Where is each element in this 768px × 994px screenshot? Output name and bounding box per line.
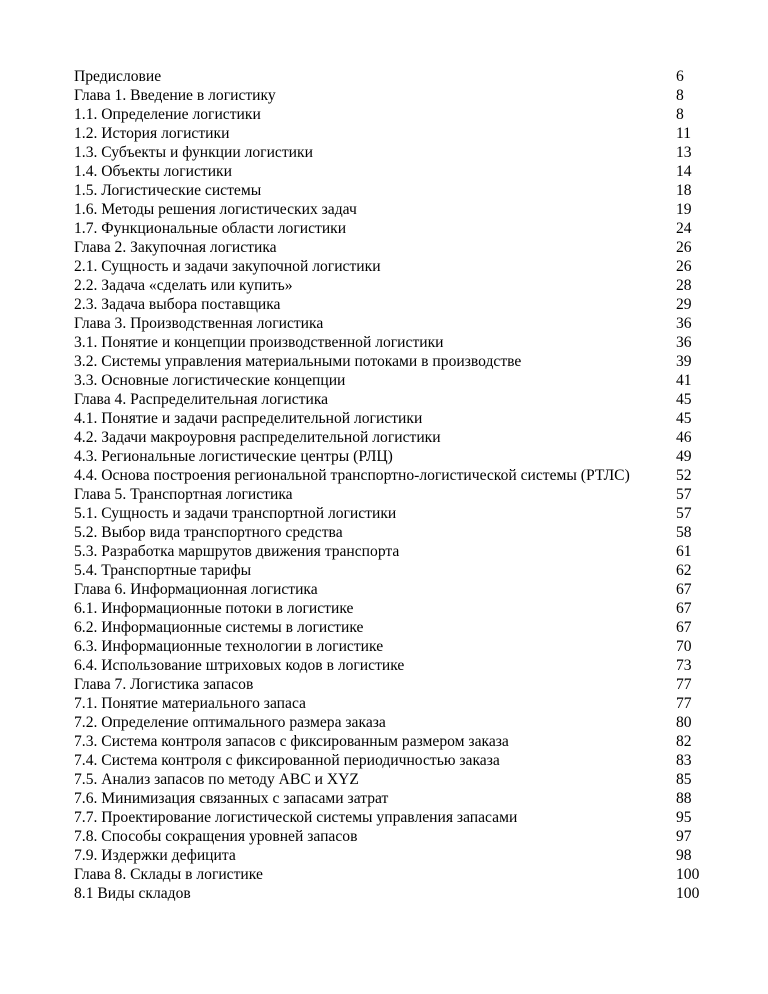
toc-entry-title: 7.1. Понятие материального запаса: [74, 695, 306, 712]
toc-entry-page-number: 46: [676, 429, 692, 446]
toc-entry-page-number: 61: [676, 543, 692, 560]
toc-entry: [74, 485, 709, 504]
toc-entry-page-number: 67: [676, 600, 692, 617]
toc-entry: [74, 789, 709, 808]
toc-entry-title: 6.1. Информационные потоки в логистике: [74, 600, 354, 617]
toc-entry-page-number: 8: [676, 106, 684, 123]
toc-entry-page-number: 29: [676, 296, 692, 313]
toc-entry: [74, 865, 709, 884]
toc-entry: [74, 504, 709, 523]
toc-entry-page-number: 98: [676, 847, 692, 864]
toc-entry-title: 2.1. Сущность и задачи закупочной логистики: [74, 258, 381, 275]
toc-entry-title: 7.8. Способы сокращения уровней запасов: [74, 828, 358, 845]
toc-entry-title: 3.2. Системы управления материальными потоками в производстве: [74, 353, 522, 370]
toc-entry-title: 7.6. Минимизация связанных с запасами затрат: [74, 790, 389, 807]
toc-entry-title: 1.6. Методы решения логистических задач: [74, 201, 357, 218]
toc-entry-title: 4.4. Основа построения региональной транспортно-логистической системы (РТЛС): [74, 467, 630, 484]
toc-entry: [74, 808, 709, 827]
toc-entry-title: 2.3. Задача выбора поставщика: [74, 296, 281, 313]
toc-entry-page-number: 97: [676, 828, 692, 845]
toc-entry: [74, 770, 709, 789]
toc-entry-title: 7.3. Система контроля запасов с фиксированным размером заказа: [74, 733, 509, 750]
toc-entry-page-number: 67: [676, 619, 692, 636]
toc-entry: [74, 295, 709, 314]
toc-entry-title: 7.4. Система контроля с фиксированной периодичностью заказа: [74, 752, 500, 769]
toc-entry-title: Глава 2. Закупочная логистика: [74, 239, 277, 256]
toc-entry-page-number: 41: [676, 372, 692, 389]
toc-entry: [74, 732, 709, 751]
toc-entry-page-number: 39: [676, 353, 692, 370]
toc-entry-page-number: 57: [676, 486, 692, 503]
toc-entry-page-number: 80: [676, 714, 692, 731]
toc-entry-page-number: 77: [676, 676, 692, 693]
toc-entry-page-number: 67: [676, 581, 692, 598]
toc-entry: [74, 466, 709, 485]
toc-entry: [74, 580, 709, 599]
toc-entry-page-number: 73: [676, 657, 692, 674]
toc-entry-title: 1.4. Объекты логистики: [74, 163, 232, 180]
toc-entry: [74, 333, 709, 352]
toc-entry-title: Глава 4. Распределительная логистика: [74, 391, 329, 408]
toc-entry-title: Глава 7. Логистика запасов: [74, 676, 254, 693]
toc-entry-page-number: 49: [676, 448, 692, 465]
toc-entry: [74, 599, 709, 618]
toc-entry: [74, 238, 709, 257]
toc-entry: [74, 637, 709, 656]
toc-entry-title: Предисловие: [74, 68, 162, 85]
toc-entry-title: 2.2. Задача «сделать или купить»: [74, 277, 293, 294]
toc-entry: [74, 352, 709, 371]
toc-entry-page-number: 11: [676, 125, 692, 142]
toc-entry-title: 6.2. Информационные системы в логистике: [74, 619, 364, 636]
toc-entry: [74, 447, 709, 466]
document-page: [74, 67, 709, 903]
toc-entry-page-number: 57: [676, 505, 692, 522]
toc-entry-page-number: 100: [676, 866, 700, 883]
toc-entry-page-number: 88: [676, 790, 692, 807]
toc-entry-page-number: 100: [676, 885, 700, 902]
toc-entry: [74, 105, 709, 124]
toc-entry-page-number: 26: [676, 258, 692, 275]
toc-entry-page-number: 82: [676, 733, 692, 750]
toc-entry: [74, 428, 709, 447]
toc-entry: [74, 656, 709, 675]
toc-entry-title: Глава 8. Склады в логистике: [74, 866, 263, 883]
toc-entry-page-number: 45: [676, 391, 692, 408]
toc-entry: [74, 542, 709, 561]
toc-entry-title: 4.1. Понятие и задачи распределительной логистики: [74, 410, 423, 427]
toc-entry-title: 1.1. Определение логистики: [74, 106, 261, 123]
toc-entry: [74, 561, 709, 580]
toc-entry-page-number: 36: [676, 334, 692, 351]
toc-entry: [74, 200, 709, 219]
toc-entry-page-number: 18: [676, 182, 692, 199]
toc-entry: [74, 276, 709, 295]
toc-entry-title: 5.3. Разработка маршрутов движения транспорта: [74, 543, 400, 560]
toc-entry-title: Глава 5. Транспортная логистика: [74, 486, 293, 503]
toc-entry-title: 5.1. Сущность и задачи транспортной логистики: [74, 505, 397, 522]
toc-entry-page-number: 85: [676, 771, 692, 788]
toc-entry-page-number: 58: [676, 524, 692, 541]
toc-entry: [74, 846, 709, 865]
toc-entry: [74, 143, 709, 162]
toc-entry: [74, 713, 709, 732]
toc-entry: [74, 314, 709, 333]
toc-entry-page-number: 95: [676, 809, 692, 826]
toc-entry-page-number: 14: [676, 163, 692, 180]
toc-entry-page-number: 6: [676, 68, 684, 85]
toc-entry: [74, 124, 709, 143]
toc-entry-title: 7.2. Определение оптимального размера заказа: [74, 714, 386, 731]
toc-entry-page-number: 28: [676, 277, 692, 294]
toc-entry-title: 6.3. Информационные технологии в логистике: [74, 638, 384, 655]
toc-entry: [74, 257, 709, 276]
toc-entry-title: 7.5. Анализ запасов по методу ABC и XYZ: [74, 771, 359, 788]
toc-entry: [74, 618, 709, 637]
toc-entry: [74, 675, 709, 694]
toc-entry-page-number: 45: [676, 410, 692, 427]
toc-entry: [74, 694, 709, 713]
toc-entry: [74, 409, 709, 428]
toc-entry: [74, 86, 709, 105]
toc-entry: [74, 751, 709, 770]
toc-entry-page-number: 52: [676, 467, 692, 484]
toc-entry: [74, 181, 709, 200]
toc-entry-page-number: 83: [676, 752, 692, 769]
toc-entry-page-number: 26: [676, 239, 692, 256]
toc-entry: [74, 884, 709, 903]
toc-entry: [74, 390, 709, 409]
toc-entry: [74, 523, 709, 542]
toc-entry: [74, 371, 709, 390]
toc-entry-title: 3.3. Основные логистические концепции: [74, 372, 346, 389]
toc-entry-title: 4.3. Региональные логистические центры (РЛЦ): [74, 448, 393, 465]
toc-entry-title: 1.5. Логистические системы: [74, 182, 262, 199]
toc-entry-title: Глава 6. Информационная логистика: [74, 581, 318, 598]
toc-entry-title: 7.7. Проектирование логистической системы управления запасами: [74, 809, 518, 826]
toc-entry-title: 1.3. Субъекты и функции логистики: [74, 144, 313, 161]
toc-entry-page-number: 8: [676, 87, 684, 104]
toc-entry-title: 7.9. Издержки дефицита: [74, 847, 236, 864]
toc-entry: [74, 827, 709, 846]
toc-entry-title: Глава 3. Производственная логистика: [74, 315, 324, 332]
toc-entry-title: 3.1. Понятие и концепции производственной логистики: [74, 334, 444, 351]
toc-entry-title: 1.2. История логистики: [74, 125, 230, 142]
toc-entry-title: 5.4. Транспортные тарифы: [74, 562, 252, 579]
toc-entry-page-number: 13: [676, 144, 692, 161]
toc-entry-title: 1.7. Функциональные области логистики: [74, 220, 347, 237]
toc-entry-page-number: 19: [676, 201, 692, 218]
toc-entry-page-number: 70: [676, 638, 692, 655]
toc-entry-title: 5.2. Выбор вида транспортного средства: [74, 524, 343, 541]
toc-entry-page-number: 24: [676, 220, 692, 237]
toc-entry-title: 6.4. Использование штриховых кодов в логистике: [74, 657, 405, 674]
toc-entry-title: Глава 1. Введение в логистику: [74, 87, 276, 104]
toc-entry: [74, 67, 709, 86]
toc-entry-page-number: 62: [676, 562, 692, 579]
table-of-contents: [74, 67, 709, 903]
toc-entry-page-number: 36: [676, 315, 692, 332]
toc-entry-title: 8.1 Виды складов: [74, 885, 191, 902]
toc-entry: [74, 162, 709, 181]
toc-entry: [74, 219, 709, 238]
toc-entry-page-number: 77: [676, 695, 692, 712]
toc-entry-title: 4.2. Задачи макроуровня распределительной логистики: [74, 429, 441, 446]
